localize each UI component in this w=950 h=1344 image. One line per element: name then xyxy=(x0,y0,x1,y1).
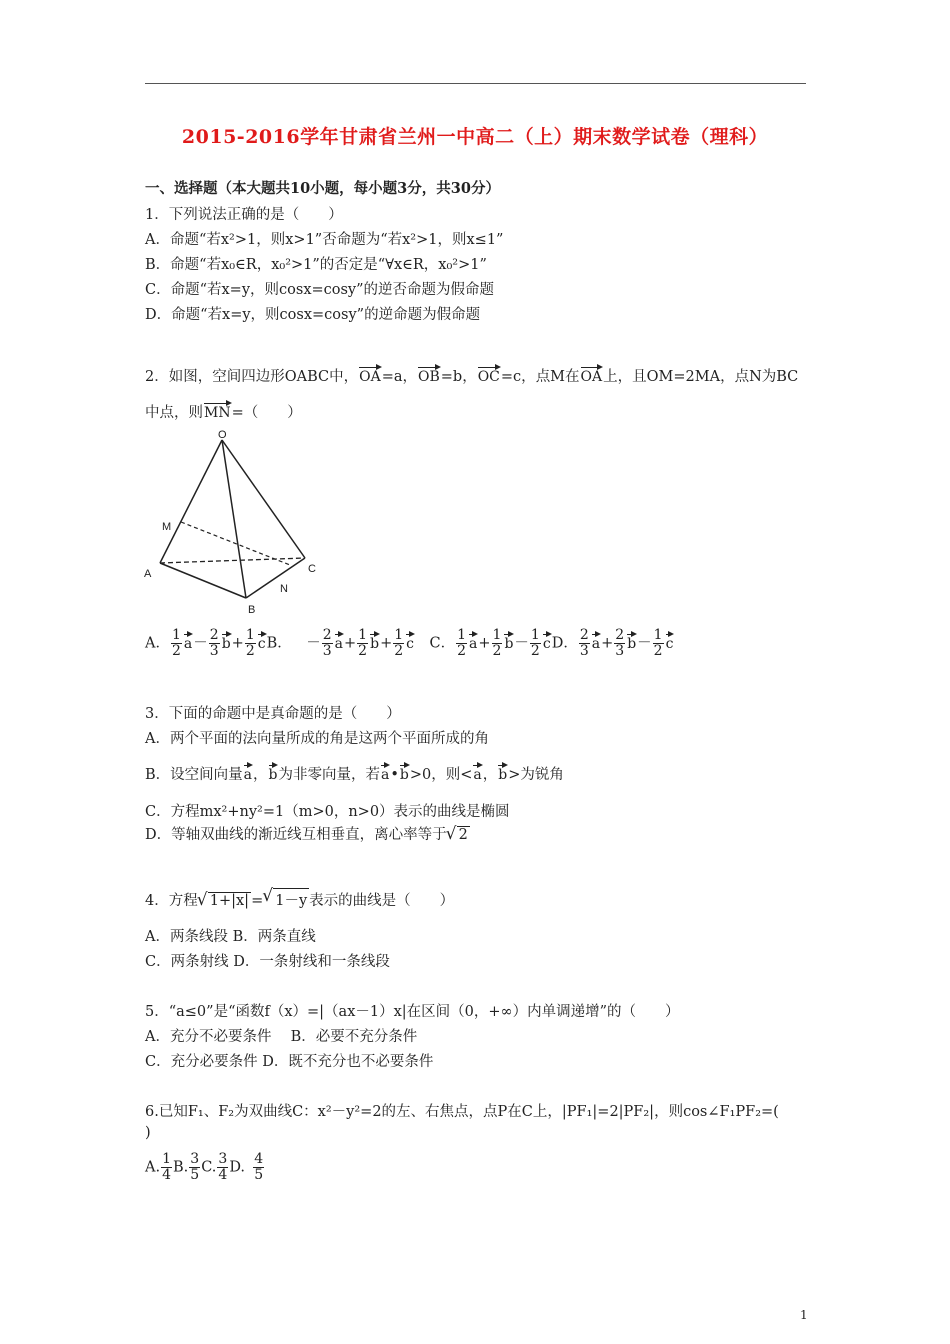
q5-options-ab: A．充分不必要条件 B．必要不充分条件 xyxy=(145,1029,418,1045)
vector-oa: OA xyxy=(580,369,603,385)
fraction xyxy=(653,628,664,659)
numerator: 2 xyxy=(322,627,332,643)
option-label-c: C． xyxy=(429,635,456,652)
q3-option-b xyxy=(145,763,564,784)
numerator: 1 xyxy=(358,627,368,643)
q1-stem: 1．下列说法正确的是（ ） xyxy=(145,207,343,223)
square-root: √ 2 xyxy=(457,826,470,843)
fraction xyxy=(189,1152,200,1183)
numerator: 3 xyxy=(218,1151,228,1167)
vector-c: c xyxy=(665,635,674,652)
option-label-b: B． xyxy=(266,635,292,652)
q6-stem-end: ) xyxy=(145,1125,151,1141)
label-a: A xyxy=(144,568,152,580)
option-label-c: C. xyxy=(201,1159,217,1176)
vector-a: a xyxy=(469,635,478,652)
vector-b: b xyxy=(268,767,278,783)
q2-text: =a， xyxy=(381,369,417,385)
minus-sign: － xyxy=(306,635,321,652)
denominator: 2 xyxy=(457,643,467,659)
denominator: 3 xyxy=(579,643,589,659)
option-label-d: D． xyxy=(551,635,578,652)
fraction xyxy=(579,628,590,659)
page-title: 2015-2016学年甘肃省兰州一中高二（上）期末数学试卷（理科） xyxy=(181,126,769,148)
q3-option-a: A．两个平面的法向量所成的角是这两个平面所成的角 xyxy=(145,731,489,747)
q1-option-c: C．命题“若x=y，则cosx=cosy”的逆否命题为假命题 xyxy=(145,282,495,298)
fraction xyxy=(357,628,368,659)
label-n: N xyxy=(280,583,288,595)
q2-text: 2．如图，空间四边形OABC中， xyxy=(145,369,359,385)
q3-text: B．设空间向量 xyxy=(145,767,243,783)
numerator: 1 xyxy=(394,627,404,643)
q2-text: =b， xyxy=(440,369,477,385)
fraction xyxy=(492,628,503,659)
label-o: O xyxy=(218,429,227,441)
plus-sign: + xyxy=(478,635,491,652)
page-number: 1 xyxy=(800,1308,808,1322)
fraction xyxy=(456,628,467,659)
fraction xyxy=(614,628,625,659)
denominator: 2 xyxy=(653,643,663,659)
vector-oa: OA xyxy=(359,369,381,385)
vector-a: a xyxy=(334,635,344,652)
numerator: 2 xyxy=(615,627,625,643)
header-rule xyxy=(145,83,806,84)
vector-b: b xyxy=(498,767,508,783)
numerator: 4 xyxy=(254,1151,264,1167)
q3-text: D．等轴双曲线的渐近线互相垂直，离心率等于 xyxy=(145,827,447,843)
q4-text: 表示的曲线是（ ） xyxy=(309,893,455,909)
fraction xyxy=(161,1152,172,1183)
denominator: 5 xyxy=(190,1167,200,1183)
numerator: 1 xyxy=(245,627,255,643)
minus-sign: － xyxy=(514,635,529,652)
fraction xyxy=(530,628,541,659)
vector-c: c xyxy=(257,635,266,652)
q2-text: =（ ） xyxy=(231,405,302,421)
vector-b: b xyxy=(370,635,380,652)
denominator: 2 xyxy=(171,643,181,659)
numerator: 1 xyxy=(492,627,502,643)
q2-text: 点M在 xyxy=(535,369,580,385)
numerator: 1 xyxy=(171,627,181,643)
q3-text: ， xyxy=(482,767,498,783)
denominator: 2 xyxy=(358,643,368,659)
vector-a: a xyxy=(591,635,601,652)
vector-b: b xyxy=(399,767,409,783)
q3-option-d xyxy=(145,823,470,844)
numerator: 1 xyxy=(653,627,663,643)
fraction xyxy=(217,1152,228,1183)
q1-option-b: B．命题“若x₀∈R，x₀²>1”的否定是“∀x∈R，x₀²>1” xyxy=(145,257,487,273)
denominator: 3 xyxy=(322,643,332,659)
numerator: 1 xyxy=(162,1151,172,1167)
vector-mn: MN xyxy=(204,405,231,421)
q4-options-ab: A．两条线段 B．两条直线 xyxy=(145,929,316,945)
q1-option-a: A．命题“若x²>1，则x>1”否命题为“若x²>1，则x≤1” xyxy=(145,232,504,248)
option-label-d: D. xyxy=(229,1159,246,1176)
fraction xyxy=(393,628,404,659)
vector-b: b xyxy=(221,635,231,652)
vector-b: b xyxy=(504,635,514,652)
comma: ， xyxy=(253,767,268,783)
q2-options xyxy=(145,628,674,659)
q4-options-cd: C．两条射线 D．一条射线和一条线段 xyxy=(145,954,390,970)
option-label-a: A． xyxy=(145,635,170,652)
q3-text: >0，则< xyxy=(409,767,473,783)
square-root: √ 1+|x| xyxy=(208,892,251,909)
numerator: 1 xyxy=(530,627,540,643)
denominator: 2 xyxy=(245,643,255,659)
q2-text: 上，且OM=2MA，点N为BC xyxy=(603,369,799,385)
q2-text: =c， xyxy=(500,369,536,385)
option-label-a: A. xyxy=(145,1159,161,1176)
minus-sign: － xyxy=(193,635,208,652)
vector-b: b xyxy=(627,635,637,652)
fraction xyxy=(171,628,182,659)
denominator: 2 xyxy=(394,643,404,659)
plus-sign: + xyxy=(231,635,244,652)
vector-a: a xyxy=(243,767,253,783)
dot-operator: • xyxy=(390,767,399,783)
vector-c: c xyxy=(542,635,551,652)
fraction xyxy=(322,628,333,659)
q2-stem-line1 xyxy=(145,365,798,386)
plus-sign: + xyxy=(601,635,614,652)
denominator: 4 xyxy=(162,1167,172,1183)
tetrahedron-figure xyxy=(140,425,330,620)
vector-ob: OB xyxy=(418,369,440,385)
denominator: 3 xyxy=(615,643,625,659)
plus-sign: + xyxy=(344,635,357,652)
q5-stem: 5．“a≤0”是“函数f（x）=|（ax－1）x|在区间（0，+∞）内单调递增”的（ ） xyxy=(145,1004,680,1020)
q6-stem: 6.已知F₁、F₂为双曲线C：x²－y²=2的左、右焦点，点P在C上，|PF₁|=2|PF₂|，则cos∠F₁PF₂=( xyxy=(145,1104,779,1120)
fraction xyxy=(209,628,220,659)
fraction xyxy=(253,1152,264,1183)
q6-options xyxy=(145,1152,265,1183)
vector-a: a xyxy=(473,767,482,783)
option-label-b: B. xyxy=(173,1159,189,1176)
q5-options-cd: C．充分必要条件 D．既不充分也不必要条件 xyxy=(145,1054,434,1070)
denominator: 3 xyxy=(209,643,219,659)
q4-stem xyxy=(145,888,454,910)
denominator: 5 xyxy=(254,1167,264,1183)
plus-sign: + xyxy=(380,635,393,652)
q1-option-d: D．命题“若x=y，则cosx=cosy”的逆命题为假命题 xyxy=(145,307,481,323)
label-c: C xyxy=(308,563,316,575)
minus-sign: － xyxy=(637,635,652,652)
q2-text: 中点，则 xyxy=(145,405,203,421)
denominator: 2 xyxy=(492,643,502,659)
q3-text: 为非零向量，若 xyxy=(278,767,380,783)
label-m: M xyxy=(162,521,172,533)
numerator: 1 xyxy=(457,627,467,643)
q3-option-c: C．方程mx²+ny²=1（m>0，n>0）表示的曲线是椭圆 xyxy=(145,804,510,820)
q4-text: 4．方程 xyxy=(145,893,198,909)
q2-stem-line2 xyxy=(145,401,302,422)
square-root: √ 1－y xyxy=(273,888,309,910)
q3-text: >为锐角 xyxy=(508,767,564,783)
vector-a: a xyxy=(183,635,193,652)
vector-a: a xyxy=(380,767,390,783)
vector-c: c xyxy=(406,635,414,652)
numerator: 2 xyxy=(579,627,589,643)
fraction xyxy=(245,628,256,659)
denominator: 4 xyxy=(218,1167,228,1183)
vector-oc: OC xyxy=(477,369,500,385)
equals-sign: = xyxy=(251,893,264,909)
numerator: 3 xyxy=(190,1151,200,1167)
label-b: B xyxy=(248,604,256,616)
numerator: 2 xyxy=(209,627,219,643)
section-heading: 一、选择题（本大题共10小题，每小题3分，共30分） xyxy=(145,180,500,197)
q3-stem: 3．下面的命题中是真命题的是（ ） xyxy=(145,706,401,722)
denominator: 2 xyxy=(530,643,540,659)
